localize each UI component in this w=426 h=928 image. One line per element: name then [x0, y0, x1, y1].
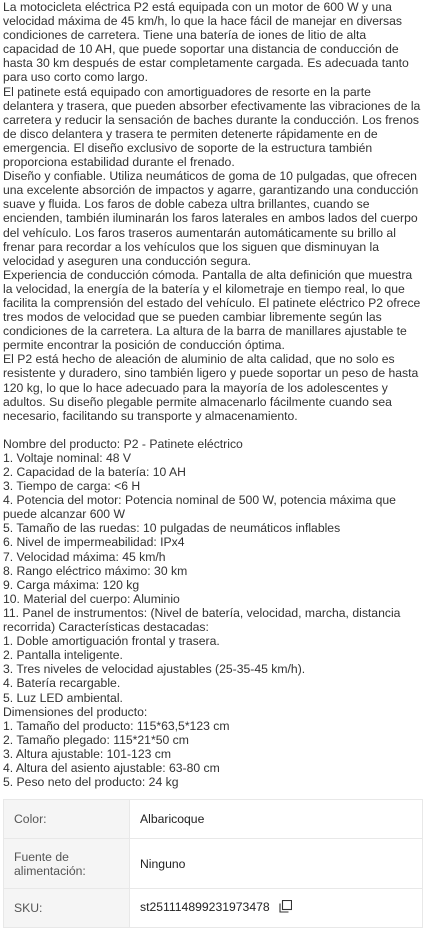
- spec-line: 9. Carga máxima: 120 kg: [3, 577, 140, 592]
- spec-line: 5. Luz LED ambiental.: [3, 690, 123, 705]
- description-paragraph: Experiencia de conducción cómoda. Pantalla de alta definición que muestra la velocidad, la energía de la batería y el kilometraje en tiempo real, lo que facilita la comprensión del estado del vehículo. El patinete eléctrico P2 ofrece tres modos de velocidad que se pueden cambiar libremente según las condiciones de la carretera. La altura de la barra de manillares ajustable te permite encontrar la posición de conducción óptima.: [3, 267, 421, 353]
- copy-icon[interactable]: [279, 900, 292, 916]
- spec-list: [3, 437, 424, 789]
- description-paragraph: Diseño y confiable. Utiliza neumáticos de goma de 10 pulgadas, que ofrecen una excelente absorción de impactos y agarre, garantizando una conducción suave y fluida. Los faros de doble cabeza ultra brillantes, cuando se encienden, también iluminarán los faros laterales en ambos lados del cuerpo del vehículo. Los faros traseros aumentarán automáticamente su brillo al frenar para recordar a los vehículos que los siguen que disminuyan la velocidad y aseguren una conducción segura.: [3, 169, 419, 268]
- sku-cell: [130, 889, 423, 928]
- spec-line: 7. Velocidad máxima: 45 km/h: [3, 549, 166, 564]
- spec-line: Dimensiones del producto:: [3, 704, 148, 719]
- power-value: Ninguno: [130, 839, 423, 889]
- spec-line: 11. Panel de instrumentos: (Nivel de batería, velocidad, marcha, distancia recorrida) Características destacadas:: [3, 605, 401, 635]
- spec-line: 8. Rango eléctrico máximo: 30 km: [3, 563, 188, 578]
- sku-value: st251114899231973478: [140, 900, 270, 915]
- spec-line: 1. Tamaño del producto: 115*63,5*123 cm: [3, 718, 230, 733]
- color-label: Color:: [4, 800, 130, 839]
- spec-line: 5. Peso neto del producto: 24 kg: [3, 775, 179, 790]
- spec-line: 4. Batería recargable.: [3, 676, 121, 691]
- spec-line: 2. Capacidad de la batería: 10 AH: [3, 465, 186, 479]
- table-row-sku: [4, 889, 423, 928]
- color-value: Albaricoque: [130, 800, 423, 839]
- spec-line: 3. Tres niveles de velocidad ajustables (25-35-45 km/h).: [3, 662, 306, 677]
- table-row-color: [4, 800, 423, 839]
- spec-line: 4. Potencia del motor: Potencia nominal de 500 W, potencia máxima que puede alcanzar 600 W: [3, 493, 396, 522]
- specs-table: [3, 799, 423, 928]
- spec-line: 2. Pantalla inteligente.: [3, 648, 123, 663]
- spec-line: 4. Altura del asiento ajustable: 63-80 cm: [3, 760, 220, 775]
- spacer: [3, 423, 424, 437]
- description-paragraph: El P2 está hecho de aleación de aluminio de alta calidad, que no solo es resistente y duradero, sino también ligero y puede soportar un peso de hasta 120 kg, lo que lo hace adecuado para la mayoría de los adolescentes y adultos. Su diseño plegable permite almacenarlo fácilmente cuando sea necesario, facilitando su transporte y almacenamiento.: [3, 352, 419, 423]
- spec-line: 10. Material del cuerpo: Aluminio: [3, 591, 180, 606]
- description-paragraph: La motocicleta eléctrica P2 está equipada con un motor de 600 W y una velocidad máxima de 45 km/h, lo que la hace fácil de manejar en diversas condiciones de carretera. Tiene una batería de iones de litio de alta capacidad de 10 AH, que puede soportar una distancia de conducción de hasta 30 km después de estar completamente cargada. Es adecuada tanto para uso corto como largo.: [3, 0, 409, 85]
- spec-line: 1. Doble amortiguación frontal y trasera.: [3, 634, 220, 649]
- power-label: Fuente de alimentación:: [4, 839, 130, 889]
- spec-line: 6. Nivel de impermeabilidad: IPx4: [3, 535, 185, 550]
- sku-label: SKU:: [4, 889, 130, 928]
- table-row-power: [4, 839, 423, 889]
- spec-line: 3. Altura ajustable: 101-123 cm: [3, 746, 172, 761]
- spec-line: 5. Tamaño de las ruedas: 10 pulgadas de neumáticos inflables: [3, 521, 341, 536]
- spec-line: 1. Voltaje nominal: 48 V: [3, 450, 132, 465]
- spec-line: 3. Tiempo de carga: <6 H: [3, 479, 141, 494]
- spec-line: Nombre del producto: P2 - Patinete eléctrico: [3, 436, 243, 451]
- description-paragraph: El patinete está equipado con amortiguadores de resorte en la parte delantera y trasera, que pueden absorber efectivamente las vibraciones de la carretera y reducir la sensación de baches durante la conducción. Los frenos de disco delantera y trasera te permiten detenerte rápidamente en de emergencia. El diseño exclusivo de soporte de la estructura también proporciona estabilidad durante el frenado.: [3, 84, 421, 170]
- product-description: [3, 0, 424, 789]
- spec-line: 2. Tamaño plegado: 115*21*50 cm: [3, 732, 189, 747]
